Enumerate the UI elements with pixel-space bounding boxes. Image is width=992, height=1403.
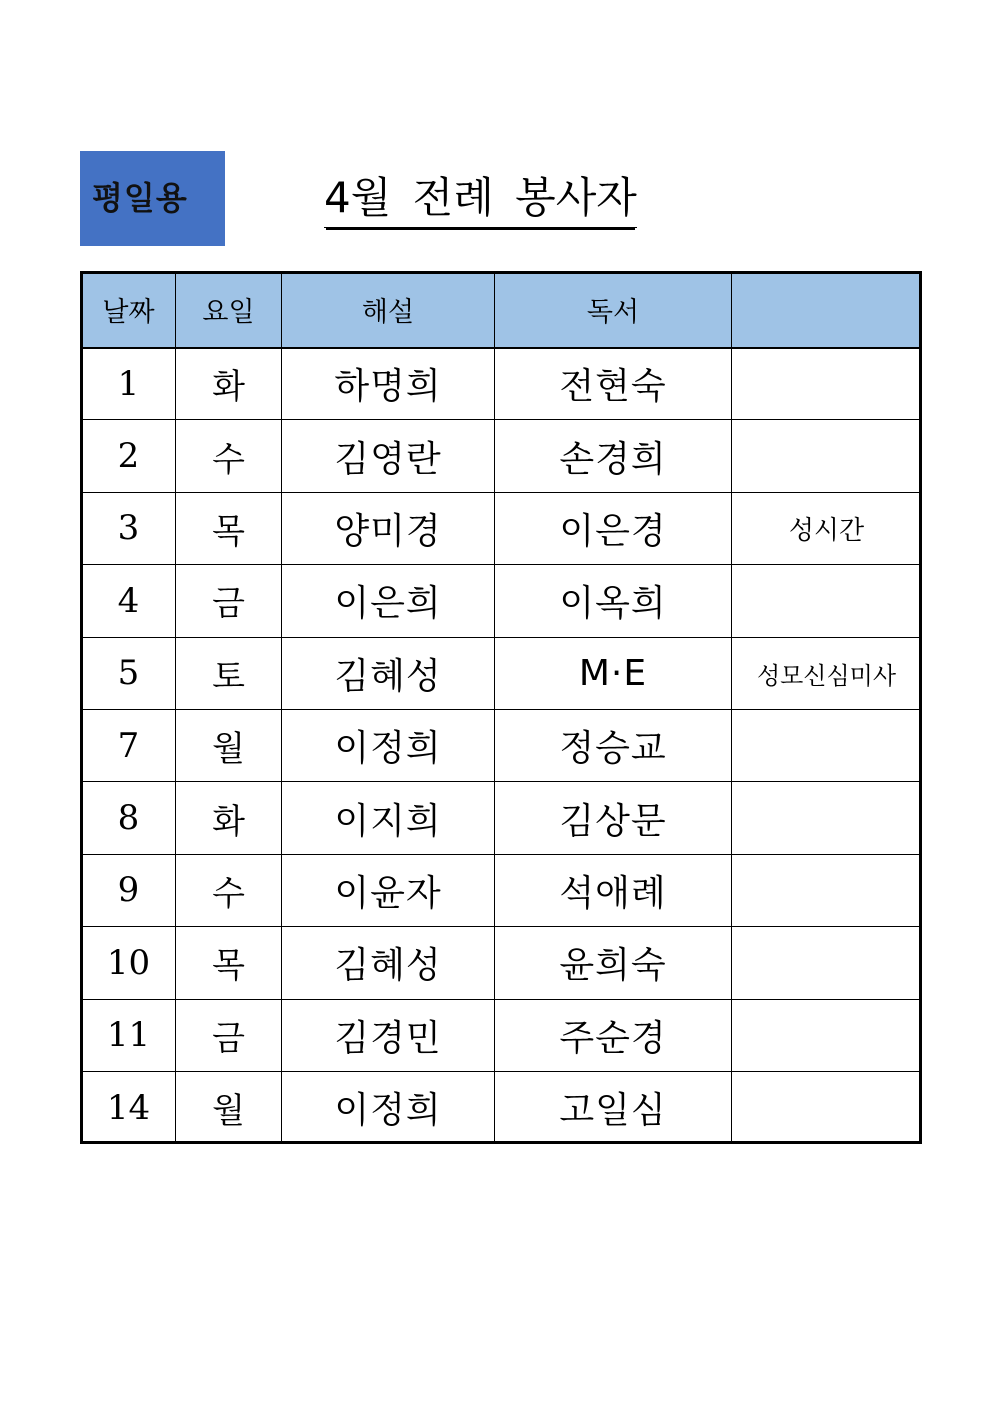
cell-note [732, 348, 922, 420]
cell-date: 2 [82, 420, 176, 492]
cell-note [732, 709, 922, 781]
cell-commentary: 이지희 [282, 782, 495, 854]
cell-day: 월 [176, 1071, 282, 1143]
cell-day: 수 [176, 854, 282, 926]
cell-reading: 석애례 [495, 854, 732, 926]
header-commentary: 해설 [282, 273, 495, 348]
cell-day: 토 [176, 637, 282, 709]
cell-commentary: 양미경 [282, 492, 495, 564]
cell-day: 목 [176, 492, 282, 564]
cell-day: 수 [176, 420, 282, 492]
cell-commentary: 김혜성 [282, 927, 495, 999]
cell-note [732, 565, 922, 637]
cell-date: 7 [82, 709, 176, 781]
cell-reading: 고일심 [495, 1071, 732, 1143]
table-row [82, 854, 922, 926]
weekday-badge: 평일용 [80, 151, 225, 246]
cell-commentary: 김영란 [282, 420, 495, 492]
page-title-text: 4월 전례 봉사자 [324, 173, 637, 222]
header-day: 요일 [176, 273, 282, 348]
cell-reading: 김상문 [495, 782, 732, 854]
cell-commentary: 이은희 [282, 565, 495, 637]
cell-day: 금 [176, 565, 282, 637]
table-row [82, 927, 922, 999]
page-title [324, 172, 637, 228]
cell-date: 11 [82, 999, 176, 1071]
cell-reading: 손경희 [495, 420, 732, 492]
cell-note: 성시간 [732, 492, 922, 564]
cell-day: 목 [176, 927, 282, 999]
cell-date: 8 [82, 782, 176, 854]
header-date: 날짜 [82, 273, 176, 348]
cell-note: 성모신심미사 [732, 637, 922, 709]
cell-reading: 윤희숙 [495, 927, 732, 999]
table-row [82, 565, 922, 637]
table-row [82, 637, 922, 709]
cell-date: 3 [82, 492, 176, 564]
cell-date: 14 [82, 1071, 176, 1143]
cell-commentary: 이정희 [282, 1071, 495, 1143]
table-row [82, 1071, 922, 1143]
header-reading: 독서 [495, 273, 732, 348]
cell-commentary: 이윤자 [282, 854, 495, 926]
cell-date: 5 [82, 637, 176, 709]
cell-note [732, 927, 922, 999]
cell-day: 화 [176, 348, 282, 420]
cell-date: 9 [82, 854, 176, 926]
cell-note [732, 782, 922, 854]
cell-commentary: 이정희 [282, 709, 495, 781]
cell-day: 월 [176, 709, 282, 781]
cell-note [732, 854, 922, 926]
cell-reading: 정승교 [495, 709, 732, 781]
cell-reading: 주순경 [495, 999, 732, 1071]
table-row [82, 348, 922, 420]
cell-note [732, 420, 922, 492]
table-row [82, 999, 922, 1071]
cell-date: 4 [82, 565, 176, 637]
cell-commentary: 김혜성 [282, 637, 495, 709]
table-row [82, 782, 922, 854]
table-row [82, 420, 922, 492]
cell-date: 10 [82, 927, 176, 999]
header-note [732, 273, 922, 348]
table-body [82, 348, 922, 1144]
cell-note [732, 1071, 922, 1143]
table-row [82, 492, 922, 564]
cell-note [732, 999, 922, 1071]
cell-reading: 전현숙 [495, 348, 732, 420]
cell-reading: 이은경 [495, 492, 732, 564]
cell-reading: M·E [495, 637, 732, 709]
cell-commentary: 하명희 [282, 348, 495, 420]
cell-date: 1 [82, 348, 176, 420]
liturgy-schedule-table [81, 272, 922, 1144]
cell-day: 화 [176, 782, 282, 854]
cell-reading: 이옥희 [495, 565, 732, 637]
cell-day: 금 [176, 999, 282, 1071]
table-row [82, 709, 922, 781]
cell-commentary: 김경민 [282, 999, 495, 1071]
table-header-row [82, 273, 922, 348]
